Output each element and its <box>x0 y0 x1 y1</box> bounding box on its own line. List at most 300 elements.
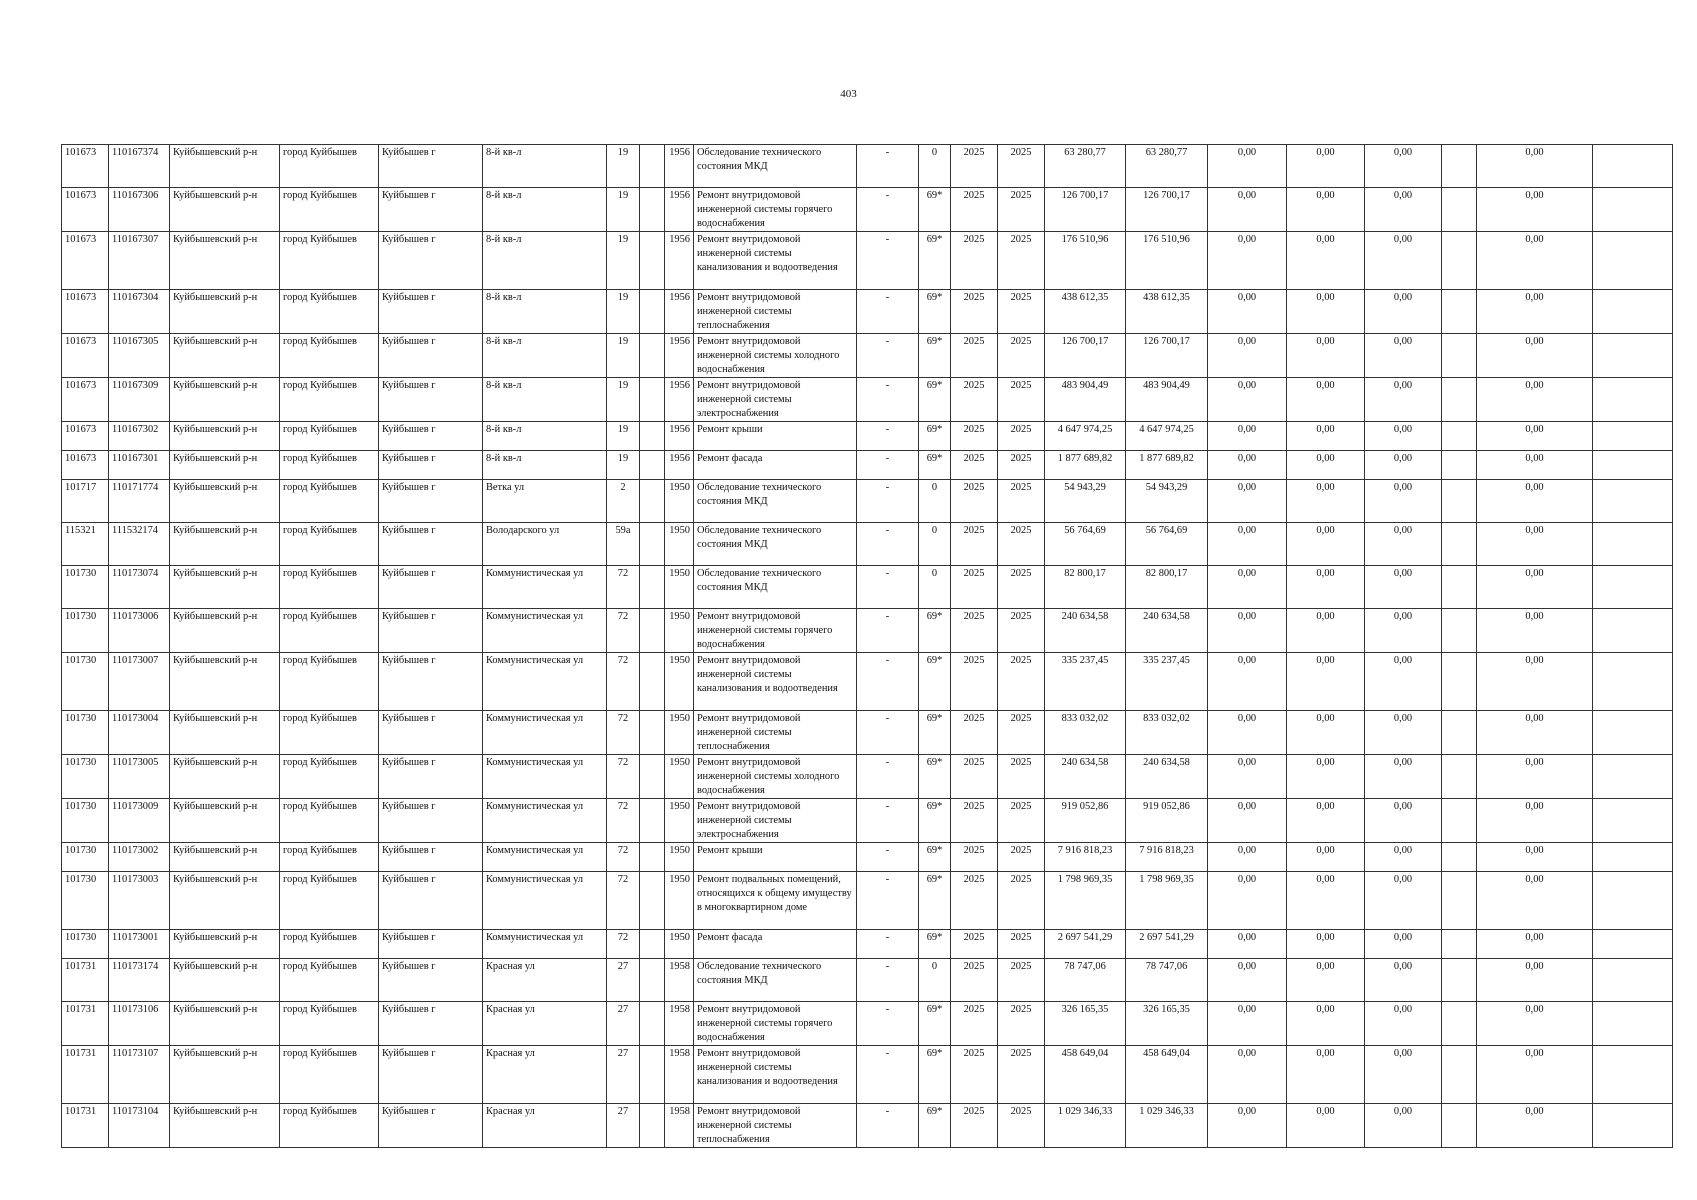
cell-district: Куйбышевский р-н <box>170 451 280 480</box>
cell-district: Куйбышевский р-н <box>170 653 280 711</box>
cell-work-id: 110171774 <box>109 480 170 523</box>
cell-district: Куйбышевский р-н <box>170 1046 280 1104</box>
cell-year-end: 2025 <box>998 799 1045 843</box>
cell-house-number: 2 <box>607 480 640 523</box>
cell-unit: - <box>857 872 919 930</box>
cell-cost-other: 0,00 <box>1477 799 1593 843</box>
cell-year-start: 2025 <box>951 566 998 609</box>
cell-work-type: Ремонт внутридомовой инженерной системы электроснабжения <box>694 799 857 843</box>
cell-work-type: Обследование технического состояния МКД <box>694 566 857 609</box>
cell-year-start: 2025 <box>951 653 998 711</box>
cell-locality: Куйбышев г <box>379 145 483 188</box>
cell-district: Куйбышевский р-н <box>170 480 280 523</box>
cell-cost-fund: 240 634,58 <box>1126 609 1208 653</box>
cell-municipality: город Куйбышев <box>280 145 379 188</box>
cell-house-number: 19 <box>607 378 640 422</box>
cell-count-mark: 69* <box>919 1104 951 1148</box>
cell-street: 8-й кв-л <box>483 290 607 334</box>
cell-cost-regional: 0,00 <box>1287 843 1365 872</box>
cell-year-built: 1950 <box>665 480 694 523</box>
cell-cost-local: 0,00 <box>1365 872 1442 930</box>
table-row <box>62 1002 1673 1046</box>
cell-year-built: 1950 <box>665 872 694 930</box>
cell-count-mark: 0 <box>919 480 951 523</box>
cell-cost-other: 0,00 <box>1477 232 1593 290</box>
cell-unit: - <box>857 930 919 959</box>
cell-year-built: 1950 <box>665 711 694 755</box>
cell-district: Куйбышевский р-н <box>170 711 280 755</box>
cell-cost-owners <box>1442 1002 1477 1046</box>
cell-total-cost: 1 029 346,33 <box>1045 1104 1126 1148</box>
cell-house-number: 59а <box>607 523 640 566</box>
cell-locality: Куйбышев г <box>379 334 483 378</box>
cell-building <box>640 1104 665 1148</box>
cell-locality: Куйбышев г <box>379 959 483 1002</box>
cell-street: Коммунистическая ул <box>483 711 607 755</box>
cell-count-mark: 69* <box>919 755 951 799</box>
cell-total-cost: 240 634,58 <box>1045 755 1126 799</box>
cell-unit: - <box>857 290 919 334</box>
cell-year-end: 2025 <box>998 232 1045 290</box>
cell-unit: - <box>857 378 919 422</box>
cell-year-built: 1956 <box>665 145 694 188</box>
cell-year-end: 2025 <box>998 755 1045 799</box>
cell-note <box>1593 609 1673 653</box>
table-row <box>62 711 1673 755</box>
cell-street: Коммунистическая ул <box>483 799 607 843</box>
cell-street: 8-й кв-л <box>483 145 607 188</box>
cell-year-end: 2025 <box>998 959 1045 1002</box>
cell-year-start: 2025 <box>951 1002 998 1046</box>
cell-cost-regional: 0,00 <box>1287 334 1365 378</box>
table-row <box>62 334 1673 378</box>
cell-cost-regional: 0,00 <box>1287 566 1365 609</box>
cell-work-id: 110167301 <box>109 451 170 480</box>
cell-cost-local: 0,00 <box>1365 711 1442 755</box>
cell-cost-regional: 0,00 <box>1287 523 1365 566</box>
cell-building <box>640 843 665 872</box>
cell-municipality: город Куйбышев <box>280 959 379 1002</box>
cell-count-mark: 69* <box>919 451 951 480</box>
cell-house-id: 101730 <box>62 755 109 799</box>
cell-total-cost: 4 647 974,25 <box>1045 422 1126 451</box>
cell-district: Куйбышевский р-н <box>170 1104 280 1148</box>
cell-cost-local: 0,00 <box>1365 523 1442 566</box>
cell-year-built: 1956 <box>665 378 694 422</box>
cell-cost-fund: 240 634,58 <box>1126 755 1208 799</box>
cell-cost-owners <box>1442 711 1477 755</box>
cell-year-end: 2025 <box>998 523 1045 566</box>
cell-work-type: Ремонт внутридомовой инженерной системы канализования и водоотведения <box>694 653 857 711</box>
table-row <box>62 1046 1673 1104</box>
cell-house-id: 101730 <box>62 843 109 872</box>
cell-street: Красная ул <box>483 1104 607 1148</box>
cell-locality: Куйбышев г <box>379 232 483 290</box>
cell-house-id: 101673 <box>62 232 109 290</box>
table-row <box>62 959 1673 1002</box>
cell-cost-federal: 0,00 <box>1208 566 1287 609</box>
cell-work-type: Обследование технического состояния МКД <box>694 480 857 523</box>
cell-work-id: 110173006 <box>109 609 170 653</box>
cell-year-start: 2025 <box>951 480 998 523</box>
cell-year-end: 2025 <box>998 378 1045 422</box>
cell-unit: - <box>857 145 919 188</box>
cell-cost-regional: 0,00 <box>1287 711 1365 755</box>
cell-total-cost: 63 280,77 <box>1045 145 1126 188</box>
cell-year-built: 1950 <box>665 843 694 872</box>
cell-municipality: город Куйбышев <box>280 1104 379 1148</box>
cell-municipality: город Куйбышев <box>280 930 379 959</box>
cell-work-type: Ремонт внутридомовой инженерной системы горячего водоснабжения <box>694 609 857 653</box>
cell-year-end: 2025 <box>998 1002 1045 1046</box>
cell-unit: - <box>857 1104 919 1148</box>
cell-year-built: 1958 <box>665 959 694 1002</box>
cell-cost-other: 0,00 <box>1477 145 1593 188</box>
cell-cost-other: 0,00 <box>1477 930 1593 959</box>
cell-cost-owners <box>1442 959 1477 1002</box>
cell-cost-other: 0,00 <box>1477 334 1593 378</box>
cell-cost-regional: 0,00 <box>1287 480 1365 523</box>
cell-house-id: 101730 <box>62 872 109 930</box>
cell-work-id: 110167309 <box>109 378 170 422</box>
cell-cost-federal: 0,00 <box>1208 378 1287 422</box>
cell-year-start: 2025 <box>951 523 998 566</box>
cell-cost-other: 0,00 <box>1477 480 1593 523</box>
cell-cost-owners <box>1442 188 1477 232</box>
cell-cost-local: 0,00 <box>1365 378 1442 422</box>
cell-year-built: 1958 <box>665 1046 694 1104</box>
cell-cost-regional: 0,00 <box>1287 653 1365 711</box>
cell-house-id: 101731 <box>62 1046 109 1104</box>
cell-count-mark: 69* <box>919 930 951 959</box>
cell-count-mark: 69* <box>919 334 951 378</box>
cell-work-type: Ремонт внутридомовой инженерной системы канализования и водоотведения <box>694 1046 857 1104</box>
cell-total-cost: 56 764,69 <box>1045 523 1126 566</box>
cell-cost-local: 0,00 <box>1365 451 1442 480</box>
cell-house-number: 19 <box>607 334 640 378</box>
cell-street: Красная ул <box>483 959 607 1002</box>
cell-cost-owners <box>1442 334 1477 378</box>
cell-locality: Куйбышев г <box>379 1002 483 1046</box>
cell-year-start: 2025 <box>951 799 998 843</box>
cell-building <box>640 609 665 653</box>
cell-count-mark: 69* <box>919 290 951 334</box>
cell-note <box>1593 422 1673 451</box>
cell-total-cost: 54 943,29 <box>1045 480 1126 523</box>
cell-cost-federal: 0,00 <box>1208 755 1287 799</box>
cell-cost-fund: 82 800,17 <box>1126 566 1208 609</box>
cell-cost-regional: 0,00 <box>1287 188 1365 232</box>
cell-count-mark: 69* <box>919 1002 951 1046</box>
cell-locality: Куйбышев г <box>379 872 483 930</box>
cell-cost-fund: 4 647 974,25 <box>1126 422 1208 451</box>
cell-cost-owners <box>1442 378 1477 422</box>
cell-building <box>640 1002 665 1046</box>
cell-total-cost: 78 747,06 <box>1045 959 1126 1002</box>
cell-cost-fund: 56 764,69 <box>1126 523 1208 566</box>
registry-body <box>62 145 1673 1148</box>
cell-cost-fund: 1 029 346,33 <box>1126 1104 1208 1148</box>
cell-house-id: 101673 <box>62 378 109 422</box>
cell-house-number: 27 <box>607 959 640 1002</box>
cell-year-end: 2025 <box>998 451 1045 480</box>
cell-cost-other: 0,00 <box>1477 290 1593 334</box>
cell-year-start: 2025 <box>951 872 998 930</box>
cell-note <box>1593 378 1673 422</box>
cell-house-id: 101717 <box>62 480 109 523</box>
cell-year-start: 2025 <box>951 711 998 755</box>
cell-locality: Куйбышев г <box>379 799 483 843</box>
table-row <box>62 145 1673 188</box>
cell-municipality: город Куйбышев <box>280 609 379 653</box>
cell-work-type: Ремонт фасада <box>694 451 857 480</box>
cell-work-id: 110167305 <box>109 334 170 378</box>
cell-cost-regional: 0,00 <box>1287 930 1365 959</box>
cell-cost-regional: 0,00 <box>1287 422 1365 451</box>
table-row <box>62 378 1673 422</box>
cell-cost-federal: 0,00 <box>1208 1046 1287 1104</box>
cell-house-id: 101673 <box>62 422 109 451</box>
cell-cost-other: 0,00 <box>1477 609 1593 653</box>
cell-cost-local: 0,00 <box>1365 930 1442 959</box>
cell-work-type: Ремонт внутридомовой инженерной системы горячего водоснабжения <box>694 188 857 232</box>
cell-street: Коммунистическая ул <box>483 930 607 959</box>
cell-house-id: 101731 <box>62 959 109 1002</box>
cell-street: Красная ул <box>483 1046 607 1104</box>
cell-year-start: 2025 <box>951 451 998 480</box>
cell-house-number: 27 <box>607 1002 640 1046</box>
cell-street: 8-й кв-л <box>483 232 607 290</box>
table-row <box>62 755 1673 799</box>
cell-house-number: 72 <box>607 843 640 872</box>
cell-district: Куйбышевский р-н <box>170 334 280 378</box>
cell-building <box>640 378 665 422</box>
cell-street: Коммунистическая ул <box>483 755 607 799</box>
cell-cost-local: 0,00 <box>1365 1046 1442 1104</box>
cell-year-start: 2025 <box>951 843 998 872</box>
cell-street: Коммунистическая ул <box>483 566 607 609</box>
cell-year-built: 1950 <box>665 566 694 609</box>
cell-municipality: город Куйбышев <box>280 378 379 422</box>
cell-unit: - <box>857 334 919 378</box>
cell-total-cost: 326 165,35 <box>1045 1002 1126 1046</box>
cell-cost-owners <box>1442 523 1477 566</box>
cell-year-built: 1950 <box>665 653 694 711</box>
cell-municipality: город Куйбышев <box>280 843 379 872</box>
cell-street: Коммунистическая ул <box>483 609 607 653</box>
cell-locality: Куйбышев г <box>379 711 483 755</box>
cell-year-end: 2025 <box>998 1046 1045 1104</box>
cell-count-mark: 0 <box>919 145 951 188</box>
cell-cost-regional: 0,00 <box>1287 609 1365 653</box>
cell-total-cost: 458 649,04 <box>1045 1046 1126 1104</box>
cell-district: Куйбышевский р-н <box>170 145 280 188</box>
cell-year-start: 2025 <box>951 1046 998 1104</box>
cell-year-end: 2025 <box>998 290 1045 334</box>
cell-cost-fund: 78 747,06 <box>1126 959 1208 1002</box>
cell-building <box>640 930 665 959</box>
cell-note <box>1593 1002 1673 1046</box>
cell-unit: - <box>857 1046 919 1104</box>
cell-cost-regional: 0,00 <box>1287 145 1365 188</box>
cell-cost-regional: 0,00 <box>1287 755 1365 799</box>
cell-work-type: Обследование технического состояния МКД <box>694 523 857 566</box>
cell-year-end: 2025 <box>998 653 1045 711</box>
cell-year-end: 2025 <box>998 872 1045 930</box>
cell-cost-local: 0,00 <box>1365 188 1442 232</box>
cell-year-built: 1950 <box>665 523 694 566</box>
cell-locality: Куйбышев г <box>379 1104 483 1148</box>
cell-count-mark: 69* <box>919 799 951 843</box>
cell-year-end: 2025 <box>998 422 1045 451</box>
cell-cost-local: 0,00 <box>1365 755 1442 799</box>
cell-cost-fund: 1 877 689,82 <box>1126 451 1208 480</box>
cell-work-id: 110173107 <box>109 1046 170 1104</box>
cell-municipality: город Куйбышев <box>280 290 379 334</box>
cell-year-start: 2025 <box>951 1104 998 1148</box>
cell-note <box>1593 930 1673 959</box>
cell-municipality: город Куйбышев <box>280 711 379 755</box>
cell-work-id: 110173106 <box>109 1002 170 1046</box>
cell-house-id: 115321 <box>62 523 109 566</box>
table-row <box>62 290 1673 334</box>
cell-note <box>1593 188 1673 232</box>
cell-count-mark: 69* <box>919 653 951 711</box>
cell-street: 8-й кв-л <box>483 378 607 422</box>
cell-work-type: Ремонт крыши <box>694 422 857 451</box>
cell-total-cost: 176 510,96 <box>1045 232 1126 290</box>
cell-house-id: 101731 <box>62 1104 109 1148</box>
cell-year-start: 2025 <box>951 188 998 232</box>
cell-district: Куйбышевский р-н <box>170 378 280 422</box>
cell-cost-fund: 126 700,17 <box>1126 334 1208 378</box>
cell-locality: Куйбышев г <box>379 378 483 422</box>
cell-cost-regional: 0,00 <box>1287 959 1365 1002</box>
cell-cost-regional: 0,00 <box>1287 451 1365 480</box>
cell-total-cost: 335 237,45 <box>1045 653 1126 711</box>
table-row <box>62 799 1673 843</box>
cell-cost-owners <box>1442 451 1477 480</box>
cell-municipality: город Куйбышев <box>280 653 379 711</box>
cell-work-type: Ремонт внутридомовой инженерной системы электроснабжения <box>694 378 857 422</box>
cell-district: Куйбышевский р-н <box>170 755 280 799</box>
cell-cost-federal: 0,00 <box>1208 1104 1287 1148</box>
cell-cost-owners <box>1442 872 1477 930</box>
cell-district: Куйбышевский р-н <box>170 959 280 1002</box>
cell-cost-owners <box>1442 755 1477 799</box>
cell-work-id: 110173002 <box>109 843 170 872</box>
cell-work-type: Обследование технического состояния МКД <box>694 959 857 1002</box>
cell-note <box>1593 959 1673 1002</box>
cell-note <box>1593 523 1673 566</box>
cell-work-type: Ремонт крыши <box>694 843 857 872</box>
cell-count-mark: 69* <box>919 422 951 451</box>
cell-street: Ветка ул <box>483 480 607 523</box>
cell-cost-regional: 0,00 <box>1287 799 1365 843</box>
cell-note <box>1593 711 1673 755</box>
cell-cost-other: 0,00 <box>1477 523 1593 566</box>
cell-house-number: 19 <box>607 422 640 451</box>
cell-note <box>1593 799 1673 843</box>
cell-municipality: город Куйбышев <box>280 232 379 290</box>
cell-house-number: 19 <box>607 145 640 188</box>
cell-year-built: 1956 <box>665 334 694 378</box>
cell-cost-federal: 0,00 <box>1208 609 1287 653</box>
cell-cost-owners <box>1442 566 1477 609</box>
cell-year-built: 1950 <box>665 609 694 653</box>
table-row <box>62 232 1673 290</box>
cell-cost-local: 0,00 <box>1365 609 1442 653</box>
cell-year-start: 2025 <box>951 755 998 799</box>
cell-municipality: город Куйбышев <box>280 755 379 799</box>
cell-building <box>640 959 665 1002</box>
cell-year-start: 2025 <box>951 290 998 334</box>
cell-building <box>640 451 665 480</box>
cell-count-mark: 69* <box>919 232 951 290</box>
cell-building <box>640 566 665 609</box>
cell-year-built: 1956 <box>665 451 694 480</box>
cell-municipality: город Куйбышев <box>280 566 379 609</box>
cell-district: Куйбышевский р-н <box>170 930 280 959</box>
cell-cost-owners <box>1442 843 1477 872</box>
cell-year-end: 2025 <box>998 334 1045 378</box>
cell-house-number: 19 <box>607 290 640 334</box>
cell-cost-fund: 919 052,86 <box>1126 799 1208 843</box>
cell-work-id: 110167306 <box>109 188 170 232</box>
cell-work-type: Ремонт внутридомовой инженерной системы горячего водоснабжения <box>694 1002 857 1046</box>
cell-house-number: 19 <box>607 232 640 290</box>
cell-year-built: 1956 <box>665 422 694 451</box>
cell-work-id: 110173001 <box>109 930 170 959</box>
cell-cost-federal: 0,00 <box>1208 232 1287 290</box>
cell-building <box>640 334 665 378</box>
table-row <box>62 843 1673 872</box>
cell-cost-fund: 326 165,35 <box>1126 1002 1208 1046</box>
cell-cost-local: 0,00 <box>1365 566 1442 609</box>
cell-house-number: 72 <box>607 653 640 711</box>
table-row <box>62 188 1673 232</box>
cell-district: Куйбышевский р-н <box>170 1002 280 1046</box>
cell-cost-owners <box>1442 232 1477 290</box>
cell-year-start: 2025 <box>951 959 998 1002</box>
cell-unit: - <box>857 799 919 843</box>
cell-district: Куйбышевский р-н <box>170 799 280 843</box>
cell-cost-other: 0,00 <box>1477 451 1593 480</box>
cell-district: Куйбышевский р-н <box>170 843 280 872</box>
cell-total-cost: 1 877 689,82 <box>1045 451 1126 480</box>
cell-cost-federal: 0,00 <box>1208 1002 1287 1046</box>
cell-cost-owners <box>1442 653 1477 711</box>
cell-work-type: Ремонт фасада <box>694 930 857 959</box>
cell-year-built: 1956 <box>665 232 694 290</box>
table-row <box>62 1104 1673 1148</box>
cell-count-mark: 0 <box>919 523 951 566</box>
cell-district: Куйбышевский р-н <box>170 290 280 334</box>
table-row <box>62 930 1673 959</box>
cell-house-number: 27 <box>607 1046 640 1104</box>
cell-cost-fund: 176 510,96 <box>1126 232 1208 290</box>
cell-year-end: 2025 <box>998 930 1045 959</box>
cell-work-id: 110167302 <box>109 422 170 451</box>
cell-year-end: 2025 <box>998 566 1045 609</box>
cell-work-type: Обследование технического состояния МКД <box>694 145 857 188</box>
cell-locality: Куйбышев г <box>379 566 483 609</box>
cell-locality: Куйбышев г <box>379 480 483 523</box>
cell-unit: - <box>857 711 919 755</box>
cell-locality: Куйбышев г <box>379 843 483 872</box>
cell-work-type: Ремонт внутридомовой инженерной системы холодного водоснабжения <box>694 334 857 378</box>
cell-house-number: 72 <box>607 609 640 653</box>
